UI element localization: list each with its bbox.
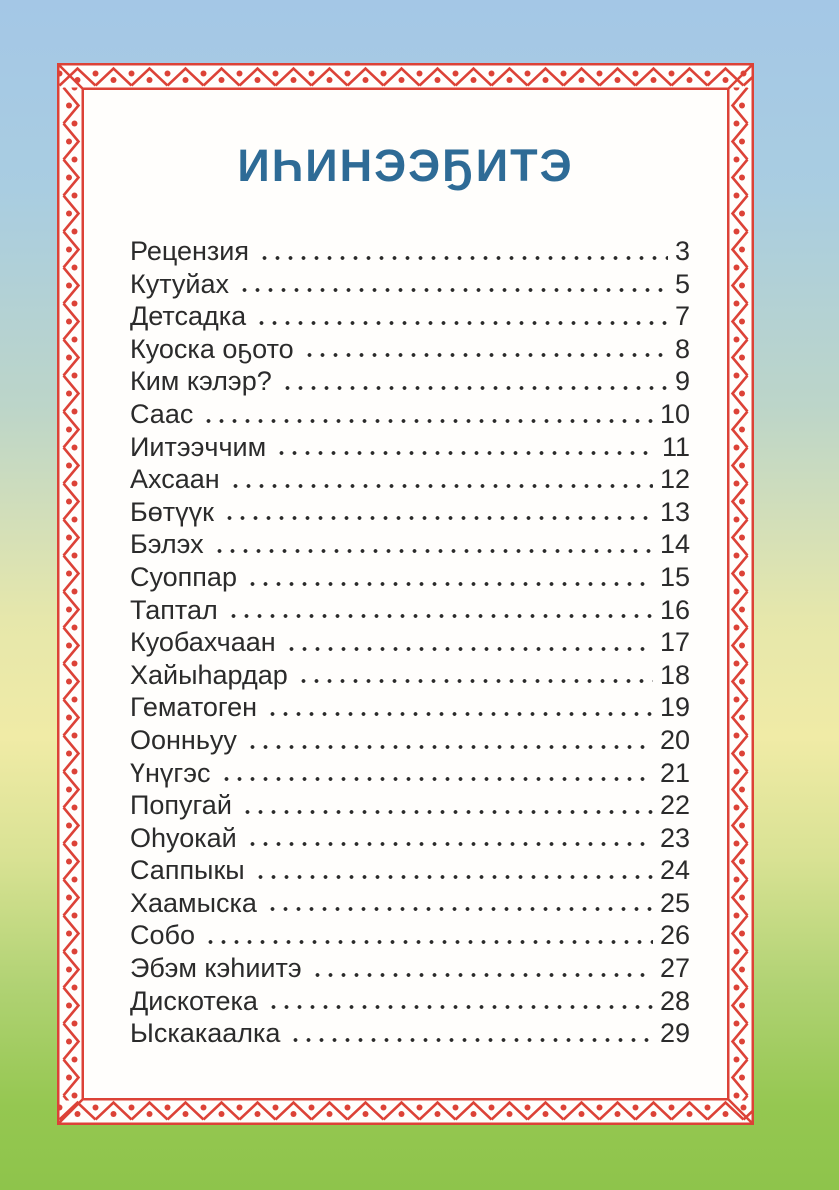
dot-leader: [238, 288, 668, 292]
toc-entry-page: 8: [674, 333, 690, 364]
toc-entry: [130, 985, 690, 1018]
dot-leader: [220, 777, 653, 781]
toc-entry: [130, 398, 690, 431]
dot-leader: [227, 614, 653, 618]
dot-leader: [266, 907, 653, 911]
toc-entry-page: 17: [659, 627, 690, 658]
toc-entry: [130, 594, 690, 627]
toc-entry: [130, 365, 690, 398]
toc-entry-label: Хайыһардар: [130, 659, 288, 690]
toc-entry-page: 20: [659, 724, 690, 755]
toc-entry-page: 3: [674, 236, 690, 266]
toc-entry-label: Собо: [130, 920, 195, 951]
dot-leader: [289, 1038, 653, 1042]
toc-entry-page: 7: [674, 301, 690, 332]
dot-leader: [275, 451, 655, 455]
toc-entry-label: Үнүгэс: [130, 757, 211, 788]
toc-entry-label: Эбэм кэһиитэ: [130, 953, 302, 984]
toc-entry-label: Саас: [130, 398, 194, 429]
toc-entry: [130, 528, 690, 561]
toc-entry: [130, 691, 690, 724]
dot-leader: [202, 419, 653, 423]
dot-leader: [267, 1005, 653, 1009]
toc-entry-label: Бөтүүк: [130, 496, 214, 527]
toc-entry-label: Ыскакаалка: [130, 1018, 281, 1049]
page-title: ИҺИНЭЭҔИТЭ: [237, 140, 574, 191]
toc-entry-page: 18: [659, 659, 690, 690]
toc-entry-page: 25: [659, 887, 690, 918]
toc-entry: [130, 1017, 690, 1050]
dot-leader: [246, 842, 653, 846]
toc-entry-label: Оонньуу: [130, 724, 237, 755]
toc-entry-label: Ким кэлэр?: [130, 366, 272, 397]
dot-leader: [246, 582, 653, 586]
dot-leader: [258, 256, 668, 260]
dot-leader: [297, 679, 653, 683]
toc-entry: [130, 659, 690, 692]
toc-entry: [130, 300, 690, 333]
toc-entry: [130, 561, 690, 594]
toc-entry-page: 28: [659, 985, 690, 1016]
toc-entry-label: Суоппар: [130, 561, 237, 592]
toc-entry: [130, 463, 690, 496]
dot-leader: [223, 516, 653, 520]
toc-entry-page: 16: [659, 594, 690, 625]
dot-leader: [266, 712, 653, 716]
toc-entry: [130, 235, 690, 268]
toc-entry-label: Куоска оҕото: [130, 333, 294, 364]
toc-entry-label: Куобахчаан: [130, 627, 276, 658]
toc-entry-label: Попугай: [130, 790, 232, 821]
dot-leader: [241, 810, 653, 814]
toc-content: [57, 63, 754, 1125]
toc-entry-label: Кутуйах: [130, 268, 229, 299]
toc-entry-page: 13: [659, 496, 690, 527]
toc-entry-label: Гематоген: [130, 692, 258, 723]
dot-leader: [285, 647, 653, 651]
toc-entry-page: 22: [659, 790, 690, 821]
toc-entry: [130, 626, 690, 659]
dot-leader: [246, 745, 653, 749]
toc-entry: [130, 724, 690, 757]
toc-entry: [130, 854, 690, 887]
toc-entry: [130, 333, 690, 366]
dot-leader: [213, 549, 653, 553]
toc-entry-page: 10: [659, 398, 690, 429]
toc-entry-page: 14: [659, 529, 690, 560]
toc-entry: [130, 268, 690, 301]
toc-entry-page: 26: [659, 920, 690, 951]
toc-entry-label: Дискотека: [130, 985, 258, 1016]
toc-entry: [130, 431, 690, 464]
toc-entry-page: 27: [659, 953, 690, 984]
toc-entry-label: Бэлэх: [130, 529, 204, 560]
toc-entry: [130, 952, 690, 985]
toc-entry-page: 24: [659, 855, 690, 886]
toc-entry: [130, 887, 690, 920]
toc-entry-label: Оһуокай: [130, 822, 237, 853]
dot-leader: [229, 484, 653, 488]
toc-entry: [130, 822, 690, 855]
toc-entry: [130, 757, 690, 790]
toc-entry-label: Саппыкы: [130, 855, 245, 886]
toc-entry: [130, 919, 690, 952]
toc-entry-label: Таптал: [130, 594, 218, 625]
toc-entry-page: 11: [661, 431, 690, 462]
dot-leader: [311, 973, 653, 977]
toc-entry-label: Рецензия: [130, 236, 250, 266]
toc-entry: [130, 789, 690, 822]
toc-entry-page: 21: [659, 757, 690, 788]
toc-entry-label: Детсадка: [130, 301, 247, 332]
dot-leader: [254, 875, 653, 879]
dot-leader: [204, 940, 653, 944]
dot-leader: [303, 353, 668, 357]
toc-entry-label: Ахсаан: [130, 464, 220, 495]
toc-card: [57, 63, 754, 1125]
toc-entry-label: Иитээччим: [130, 431, 267, 462]
toc-entry-page: 23: [659, 822, 690, 853]
dot-leader: [255, 321, 668, 325]
toc-entry-page: 15: [659, 561, 690, 592]
toc-entry-page: 5: [674, 268, 690, 299]
toc-entry-page: 9: [674, 366, 690, 397]
toc-entry-label: Хаамыска: [130, 887, 257, 918]
toc-entry: [130, 496, 690, 529]
dot-leader: [281, 386, 668, 390]
toc-list: [130, 235, 690, 1050]
toc-entry-page: 19: [659, 692, 690, 723]
toc-entry-page: 29: [659, 1018, 690, 1049]
toc-entry-page: 12: [659, 464, 690, 495]
